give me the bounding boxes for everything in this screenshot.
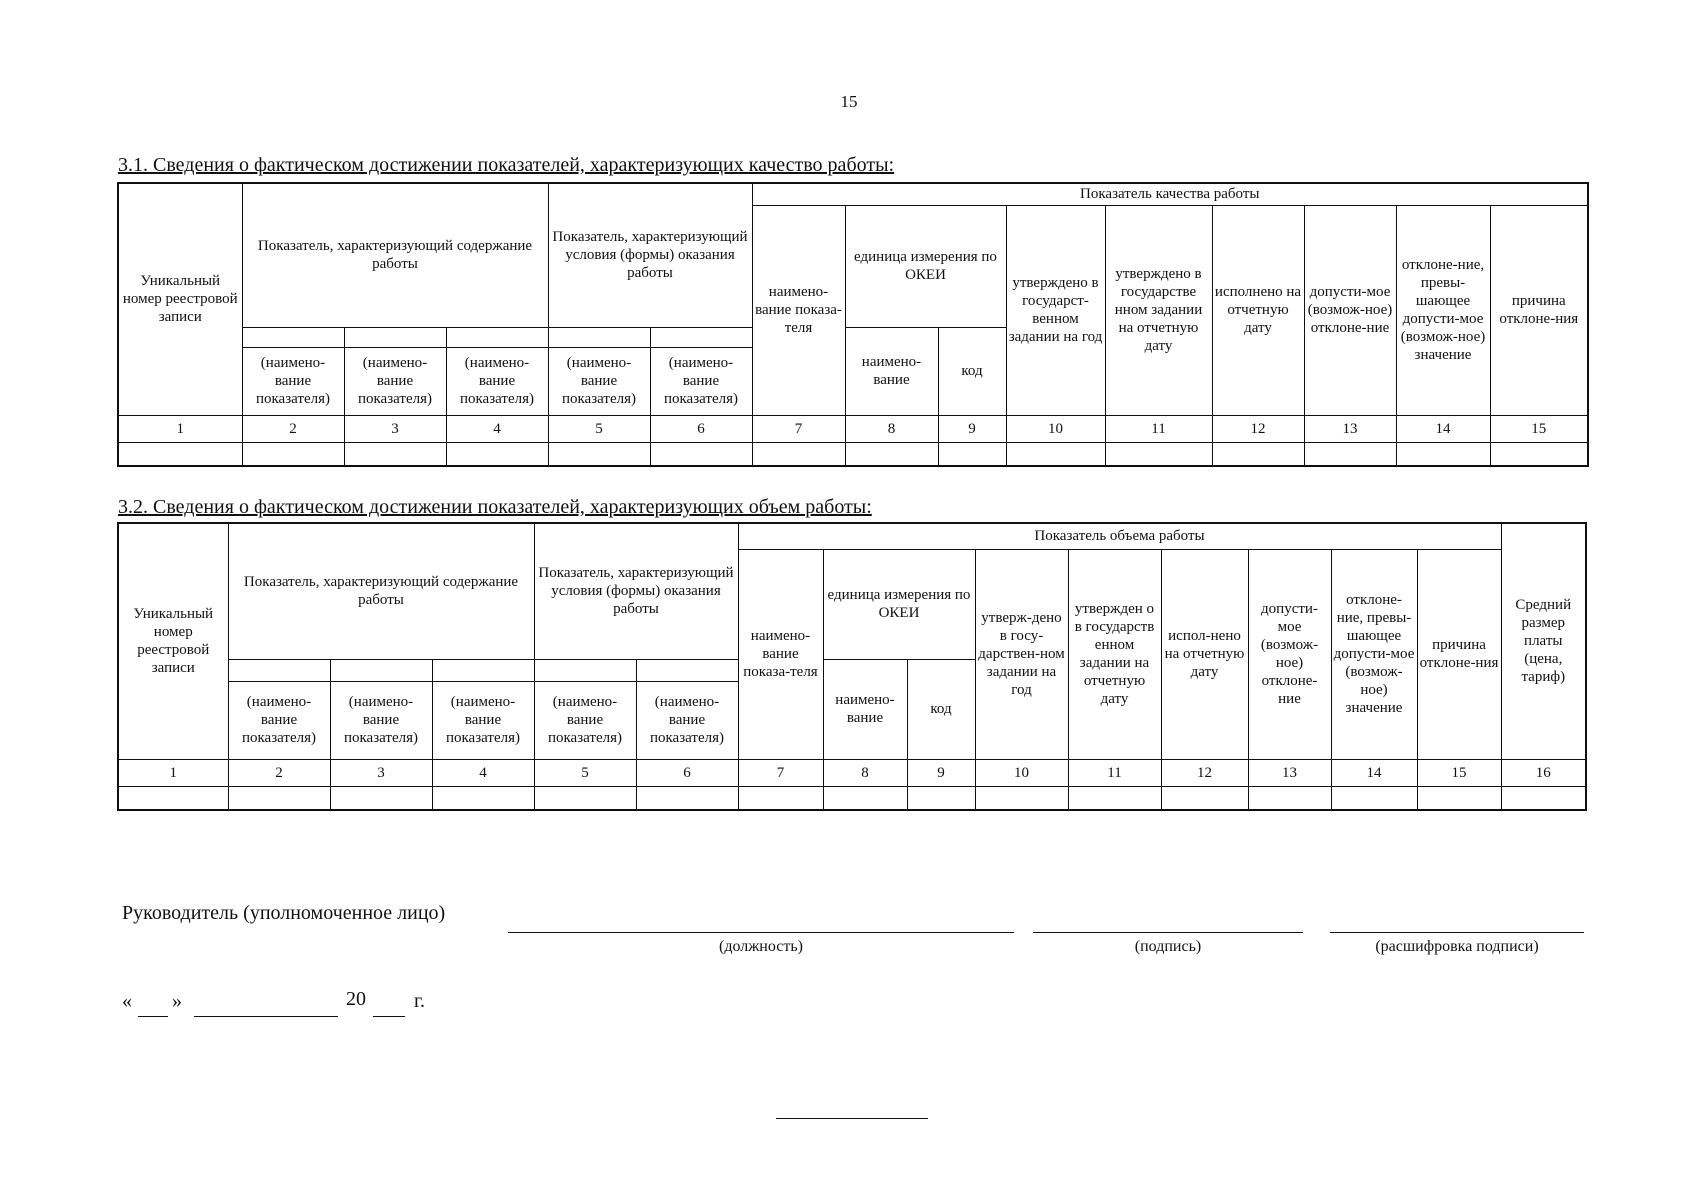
- header-unit-name: наимено-вание: [845, 327, 938, 415]
- column-number: 12: [1161, 759, 1248, 786]
- header-unit-code: код: [938, 327, 1006, 415]
- data-cell[interactable]: [938, 442, 1006, 466]
- column-number: 5: [534, 759, 636, 786]
- quality-table: [117, 182, 1589, 467]
- column-number: 13: [1248, 759, 1331, 786]
- empty-cell: [330, 659, 432, 681]
- position-caption: (должность): [719, 938, 803, 955]
- header-volume-group: Показатель объема работы: [738, 523, 1501, 549]
- header-approved-year: утверж-дено в госу-дарствен-ном задании на год: [975, 549, 1068, 759]
- signature-label: Руководитель (уполномоченное лицо): [122, 902, 446, 924]
- data-cell[interactable]: [907, 786, 975, 810]
- data-cell[interactable]: [118, 442, 242, 466]
- subheader-indicator-name: (наимено-вание показателя): [534, 681, 636, 759]
- decode-caption: (расшифровка подписи): [1375, 938, 1539, 955]
- column-number: 11: [1068, 759, 1161, 786]
- empty-cell: [242, 327, 344, 347]
- data-cell[interactable]: [738, 786, 823, 810]
- signature-caption: (подпись): [1134, 938, 1202, 955]
- empty-cell: [446, 327, 548, 347]
- column-number: 3: [330, 759, 432, 786]
- column-number: 1: [118, 759, 228, 786]
- year-suffix: г.: [414, 990, 425, 1012]
- data-cell[interactable]: [1212, 442, 1304, 466]
- data-cell[interactable]: [432, 786, 534, 810]
- year-prefix: 20: [346, 988, 366, 1010]
- header-approved-year: утверждено в государст-венном задании на год: [1006, 205, 1105, 415]
- column-number: 12: [1212, 415, 1304, 442]
- empty-cell: [228, 659, 330, 681]
- header-allowed-deviation: допусти-мое (возмож-ное) отклоне-ние: [1304, 205, 1396, 415]
- data-cell[interactable]: [534, 786, 636, 810]
- section-1-title: 3.1. Сведения о фактическом достижении показателей, характеризующих качество работы:: [118, 154, 895, 176]
- data-cell[interactable]: [344, 442, 446, 466]
- empty-cell: [534, 659, 636, 681]
- position-line[interactable]: [508, 932, 1014, 933]
- column-number: 15: [1417, 759, 1501, 786]
- column-number: 4: [446, 415, 548, 442]
- column-number: 9: [907, 759, 975, 786]
- header-exceeding-deviation: отклоне-ние, превы-шающее допусти-мое (возмож-ное) значение: [1396, 205, 1490, 415]
- data-cell[interactable]: [330, 786, 432, 810]
- empty-cell: [344, 327, 446, 347]
- header-exceeding-deviation: отклоне-ние, превы-шающее допусти-мое (возмож-ное) значение: [1331, 549, 1417, 759]
- volume-table: [117, 522, 1587, 811]
- data-cell[interactable]: [1105, 442, 1212, 466]
- header-allowed-deviation: допусти-мое (возмож-ное) отклоне-ние: [1248, 549, 1331, 759]
- data-cell[interactable]: [1068, 786, 1161, 810]
- header-approved-date: утверждено в государстве нном задании на отчетную дату: [1105, 205, 1212, 415]
- subheader-indicator-name: (наимено-вание показателя): [650, 347, 752, 415]
- column-number: 6: [636, 759, 738, 786]
- footer-divider: [776, 1118, 928, 1119]
- data-cell[interactable]: [1396, 442, 1490, 466]
- column-number: 10: [975, 759, 1068, 786]
- column-number: 1: [118, 415, 242, 442]
- year-line[interactable]: [373, 1016, 405, 1017]
- data-cell[interactable]: [1331, 786, 1417, 810]
- header-content-indicator: Показатель, характеризующий содержание работы: [228, 523, 534, 659]
- column-number: 3: [344, 415, 446, 442]
- data-cell[interactable]: [1501, 786, 1586, 810]
- data-cell[interactable]: [975, 786, 1068, 810]
- column-number: 14: [1331, 759, 1417, 786]
- data-cell[interactable]: [228, 786, 330, 810]
- empty-cell: [636, 659, 738, 681]
- column-number: 2: [242, 415, 344, 442]
- section-2-title: 3.2. Сведения о фактическом достижении показателей, характеризующих объем работы:: [118, 496, 872, 518]
- header-deviation-reason: причина отклоне-ния: [1490, 205, 1588, 415]
- header-conditions-indicator: Показатель, характеризующий условия (формы) оказания работы: [548, 183, 752, 327]
- empty-cell: [432, 659, 534, 681]
- subheader-indicator-name: (наимено-вание показателя): [228, 681, 330, 759]
- data-cell[interactable]: [752, 442, 845, 466]
- empty-cell: [650, 327, 752, 347]
- column-number: 5: [548, 415, 650, 442]
- day-line[interactable]: [138, 1016, 168, 1017]
- data-cell[interactable]: [1248, 786, 1331, 810]
- column-number: 9: [938, 415, 1006, 442]
- column-number: 13: [1304, 415, 1396, 442]
- empty-cell: [548, 327, 650, 347]
- column-number: 8: [823, 759, 907, 786]
- header-executed: исполнено на отчетную дату: [1212, 205, 1304, 415]
- header-quality-group: Показатель качества работы: [752, 183, 1588, 205]
- header-indicator-name: наимено-вание показа-теля: [738, 549, 823, 759]
- data-cell[interactable]: [1006, 442, 1105, 466]
- quote-open: «: [122, 990, 132, 1012]
- column-number: 4: [432, 759, 534, 786]
- data-cell[interactable]: [636, 786, 738, 810]
- header-unit-code: код: [907, 659, 975, 759]
- header-content-indicator: Показатель, характеризующий содержание работы: [242, 183, 548, 327]
- data-cell[interactable]: [1490, 442, 1588, 466]
- signature-line[interactable]: [1033, 932, 1303, 933]
- subheader-indicator-name: (наимено-вание показателя): [548, 347, 650, 415]
- data-cell[interactable]: [1417, 786, 1501, 810]
- column-number: 11: [1105, 415, 1212, 442]
- data-cell[interactable]: [650, 442, 752, 466]
- data-cell[interactable]: [548, 442, 650, 466]
- subheader-indicator-name: (наимено-вание показателя): [242, 347, 344, 415]
- column-number: 16: [1501, 759, 1586, 786]
- data-cell[interactable]: [845, 442, 938, 466]
- subheader-indicator-name: (наимено-вание показателя): [330, 681, 432, 759]
- data-cell[interactable]: [823, 786, 907, 810]
- header-unit-name: наимено-вание: [823, 659, 907, 759]
- header-indicator-name: наимено-вание показа-теля: [752, 205, 845, 415]
- subheader-indicator-name: (наимено-вание показателя): [344, 347, 446, 415]
- column-number: 14: [1396, 415, 1490, 442]
- column-number: 7: [738, 759, 823, 786]
- header-deviation-reason: причина отклоне-ния: [1417, 549, 1501, 759]
- quote-close: »: [172, 990, 182, 1012]
- header-executed: испол-нено на отчетную дату: [1161, 549, 1248, 759]
- subheader-indicator-name: (наимено-вание показателя): [446, 347, 548, 415]
- header-unique-number: Уникальный номер реестровой записи: [118, 523, 228, 759]
- data-cell[interactable]: [242, 442, 344, 466]
- header-average-price: Средний размер платы (цена, тариф): [1501, 523, 1586, 759]
- subheader-indicator-name: (наимено-вание показателя): [636, 681, 738, 759]
- header-approved-date: утвержден о в государств енном задании на отчетную дату: [1068, 549, 1161, 759]
- column-number: 6: [650, 415, 752, 442]
- column-number: 7: [752, 415, 845, 442]
- column-number: 2: [228, 759, 330, 786]
- column-number: 10: [1006, 415, 1105, 442]
- decode-line[interactable]: [1330, 932, 1584, 933]
- subheader-indicator-name: (наимено-вание показателя): [432, 681, 534, 759]
- header-unit-okei: единица измерения по ОКЕИ: [823, 549, 975, 659]
- month-line[interactable]: [194, 1016, 338, 1017]
- data-cell[interactable]: [118, 786, 228, 810]
- header-unit-okei: единица измерения по ОКЕИ: [845, 205, 1006, 327]
- header-unique-number: Уникальный номер реестровой записи: [118, 183, 242, 415]
- data-cell[interactable]: [1304, 442, 1396, 466]
- data-cell[interactable]: [446, 442, 548, 466]
- column-number: 15: [1490, 415, 1588, 442]
- page-number: 15: [840, 92, 858, 111]
- header-conditions-indicator: Показатель, характеризующий условия (формы) оказания работы: [534, 523, 738, 659]
- column-number: 8: [845, 415, 938, 442]
- data-cell[interactable]: [1161, 786, 1248, 810]
